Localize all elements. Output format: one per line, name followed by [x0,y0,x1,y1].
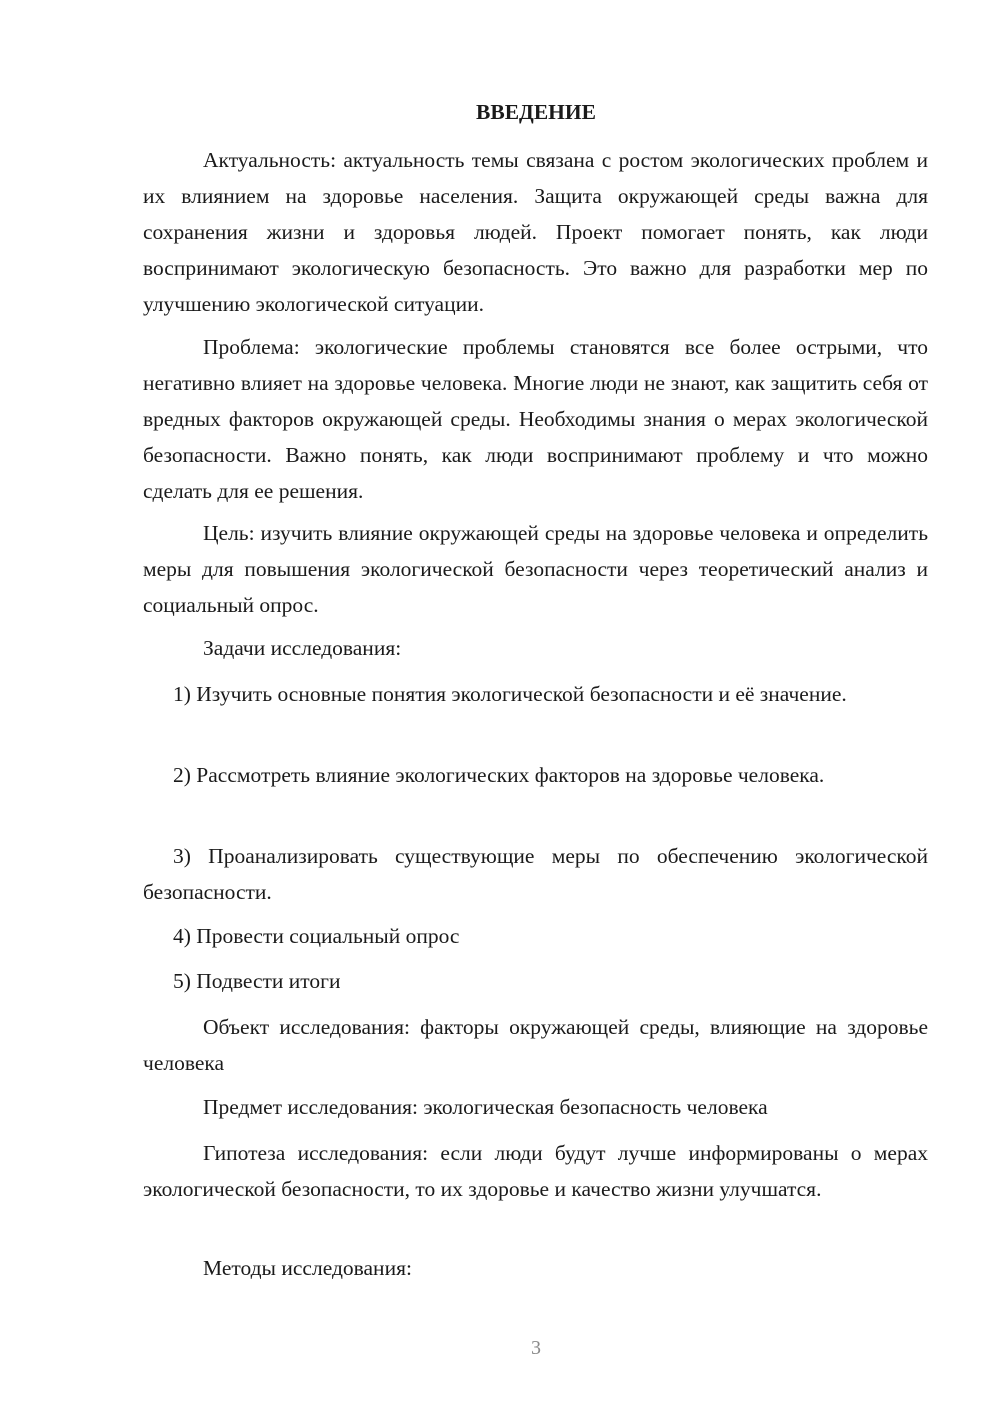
paragraph-goal: Цель: изучить влияние окружающей среды на здоровье человека и определить меры для повышения экологической безопасности через теоретический анализ и социальный опрос. [143,521,928,617]
list-item-task-3: 3) Проанализировать существующие меры по обеспечению экологической безопасности. [143,844,928,904]
paragraph-tasks-heading: Задачи исследования: [203,636,402,660]
page-title: ВВЕДЕНИЕ [476,100,596,124]
paragraph-hypothesis: Гипотеза исследования: если люди будут лучше информированы о мерах экологической безопасности, то их здоровье и качество жизни улучшатся. [143,1141,928,1201]
paragraph-subject: Предмет исследования: экологическая безопасность человека [203,1095,768,1119]
paragraph-methods: Методы исследования: [203,1256,412,1280]
list-item-task-5: 5) Подвести итоги [173,969,341,993]
list-item-task-4: 4) Провести социальный опрос [173,924,460,948]
paragraph-problem: Проблема: экологические проблемы становятся все более острыми, что негативно влияет на здоровье человека. Многие люди не знают, как защитить себя от вредных факторов окружающей среды. Необходимы знания о мерах экологической безопасности. Важно понять, как люди воспринимают проблему и что можно сделать для ее решения. [143,335,928,503]
paragraph-object: Объект исследования: факторы окружающей среды, влияющие на здоровье человека [143,1015,928,1075]
paragraph-relevance: Актуальность: актуальность темы связана с ростом экологических проблем и их влиянием на здоровье населения. Защита окружающей среды важна для сохранения жизни и здоровья людей. Проект помогает понять, как люди воспринимают экологическую безопасность. Это важно для разработки мер по улучшению экологической ситуации. [143,148,928,316]
list-item-task-2: 2) Рассмотреть влияние экологических факторов на здоровье человека. [173,763,825,787]
list-item-task-1: 1) Изучить основные понятия экологической безопасности и её значение. [173,682,847,706]
page-number: 3 [531,1337,541,1359]
